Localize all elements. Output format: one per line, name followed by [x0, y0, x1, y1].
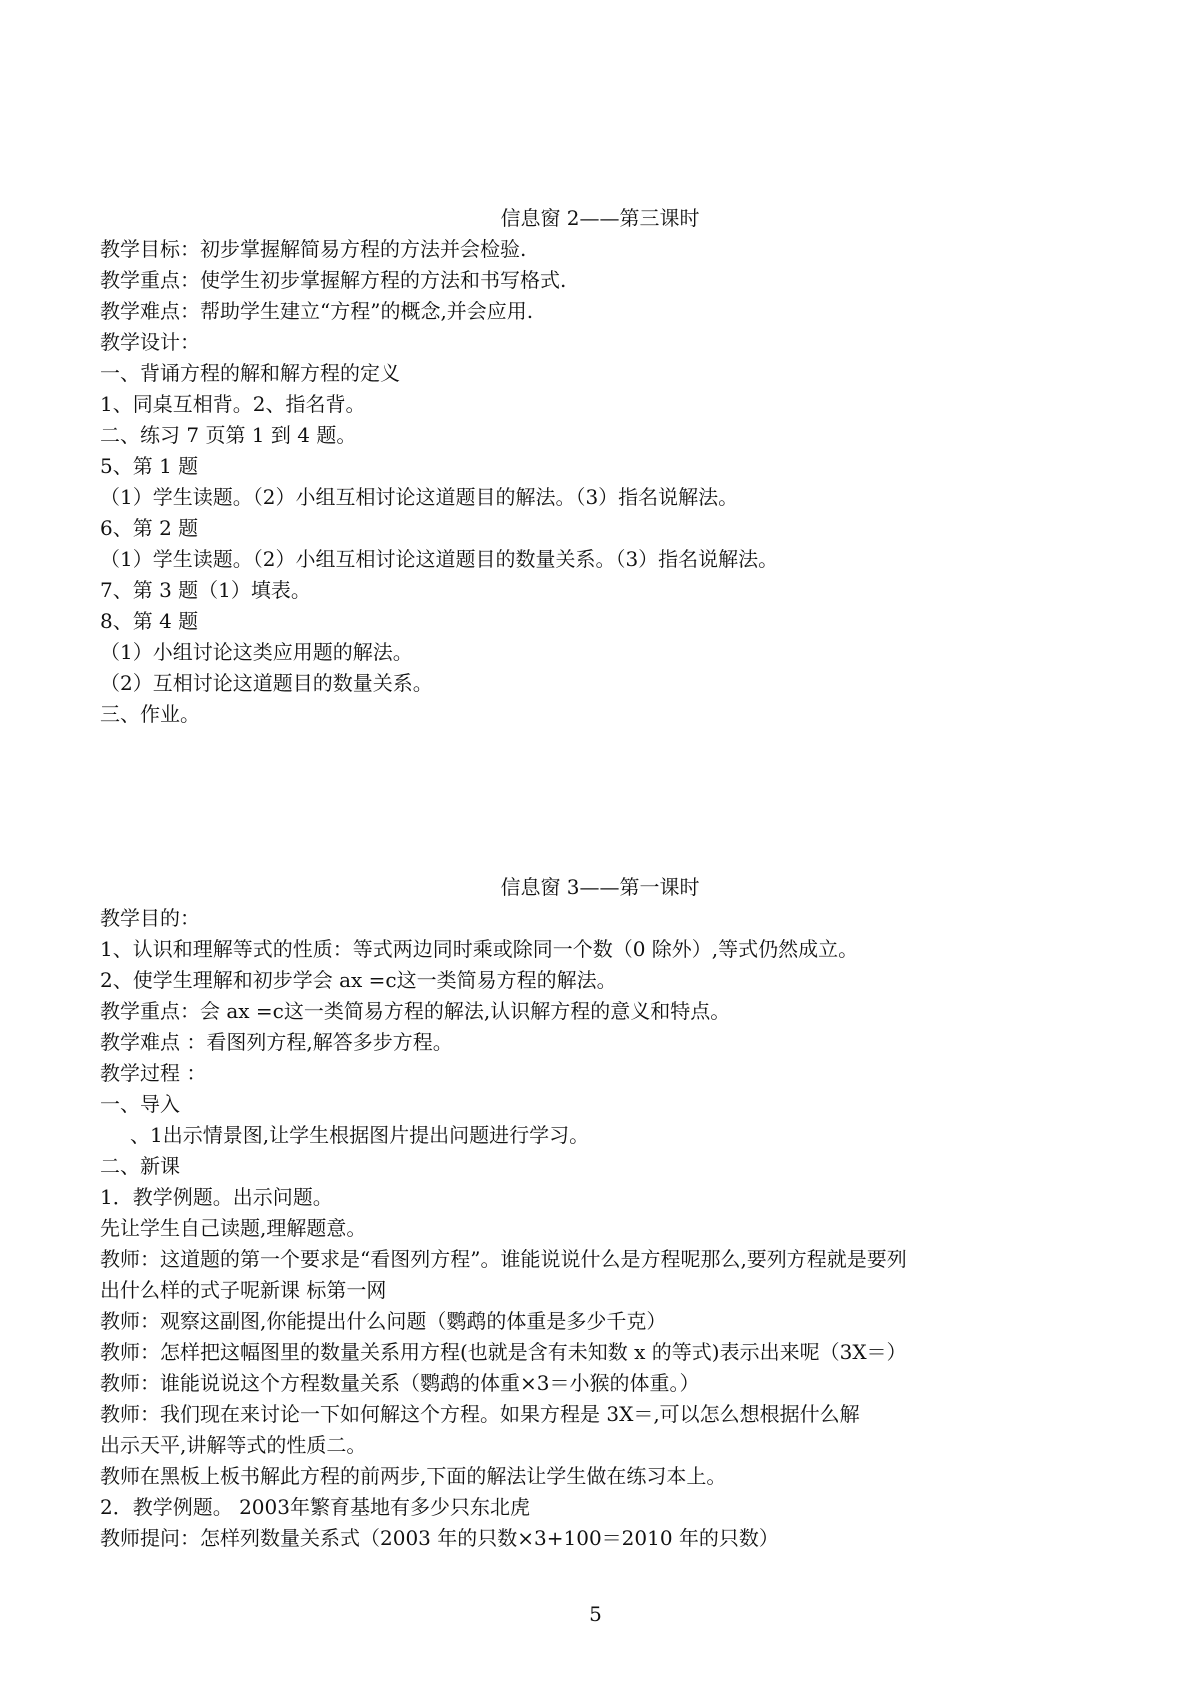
step-heading: 三、作业。	[100, 702, 200, 726]
section-title: 信息窗 2——第三课时	[500, 206, 700, 230]
text-line: 教师：我们现在来讨论一下如何解这个方程。如果方程是 3X＝,可以怎么想根据什么解	[100, 1402, 860, 1426]
lesson-section-info-window-2	[100, 203, 1100, 730]
text-line: 2．教学例题。 2003年繁育基地有多少只东北虎	[100, 1495, 530, 1519]
text-line: 2、使学生理解和初步学会 ax =c这一类简易方程的解法。	[100, 968, 617, 992]
text-line: （1）学生读题。（2）小组互相讨论这道题目的解法。（3）指名说解法。	[100, 485, 739, 509]
text-line: 先让学生自己读题,理解题意。	[100, 1216, 367, 1240]
text-line: 教师：这道题的第一个要求是“看图列方程”。谁能说说什么是方程呢那么,要列方程就是要列	[100, 1247, 907, 1271]
text-line: 1．教学例题。出示问题。	[100, 1185, 333, 1209]
step-heading: 二、练习 7 页第 1 到 4 题。	[100, 423, 357, 447]
text-line: 6、第 2 题	[100, 516, 199, 540]
teaching-objective: 教学目标：初步掌握解简易方程的方法并会检验.	[100, 237, 527, 261]
teaching-difficulty: 教学难点 ：看图列方程,解答多步方程。	[100, 1030, 453, 1054]
text-line: 出示天平,讲解等式的性质二。	[100, 1433, 367, 1457]
step-heading: 二、新课	[100, 1154, 180, 1178]
teaching-purpose-heading: 教学目的：	[100, 906, 200, 930]
section-title: 信息窗 3——第一课时	[500, 875, 700, 899]
text-line: 教师：谁能说说这个方程数量关系（鹦鹉的体重×3＝小猴的体重。）	[100, 1371, 700, 1395]
text-line: 1、认识和理解等式的性质：等式两边同时乘或除同一个数（0 除外）,等式仍然成立。	[100, 937, 859, 961]
teaching-difficulty: 教学难点：帮助学生建立“方程”的概念,并会应用.	[100, 299, 534, 323]
text-line: （1）学生读题。（2）小组互相讨论这道题目的数量关系。（3）指名说解法。	[100, 547, 779, 571]
text-line: 教师提问：怎样列数量关系式（2003 年的只数×3+100＝2010 年的只数）	[100, 1526, 779, 1550]
step-heading: 一、导入	[100, 1092, 180, 1116]
text-line: （1）小组讨论这类应用题的解法。	[100, 640, 413, 664]
teaching-key-point: 教学重点：会 ax =c这一类简易方程的解法,认识解方程的意义和特点。	[100, 999, 731, 1023]
teaching-design-heading: 教学设计：	[100, 330, 200, 354]
lesson-section-info-window-3	[100, 872, 1100, 1554]
text-line: 教师：观察这副图,你能提出什么问题（鹦鹉的体重是多少千克）	[100, 1309, 667, 1333]
text-line: 教师在黑板上板书解此方程的前两步,下面的解法让学生做在练习本上。	[100, 1464, 727, 1488]
step-heading: 一、背诵方程的解和解方程的定义	[100, 361, 400, 385]
page-number: 5	[589, 1602, 602, 1626]
text-line: 、1出示情景图,让学生根据图片提出问题进行学习。	[130, 1123, 590, 1147]
text-line: 5、第 1 题	[100, 454, 199, 478]
text-line: 1、同桌互相背。2、指名背。	[100, 392, 366, 416]
text-line: 7、第 3 题（1）填表。	[100, 578, 311, 602]
text-line: 出什么样的式子呢新课 标第一网	[100, 1278, 387, 1302]
teaching-key-point: 教学重点：使学生初步掌握解方程的方法和书写格式.	[100, 268, 567, 292]
text-line: （2）互相讨论这道题目的数量关系。	[100, 671, 433, 695]
text-line: 8、第 4 题	[100, 609, 199, 633]
text-line: 教师：怎样把这幅图里的数量关系用方程(也就是含有未知数 x 的等式)表示出来呢（3X＝）	[100, 1340, 907, 1364]
teaching-process-heading: 教学过程 ：	[100, 1061, 207, 1085]
